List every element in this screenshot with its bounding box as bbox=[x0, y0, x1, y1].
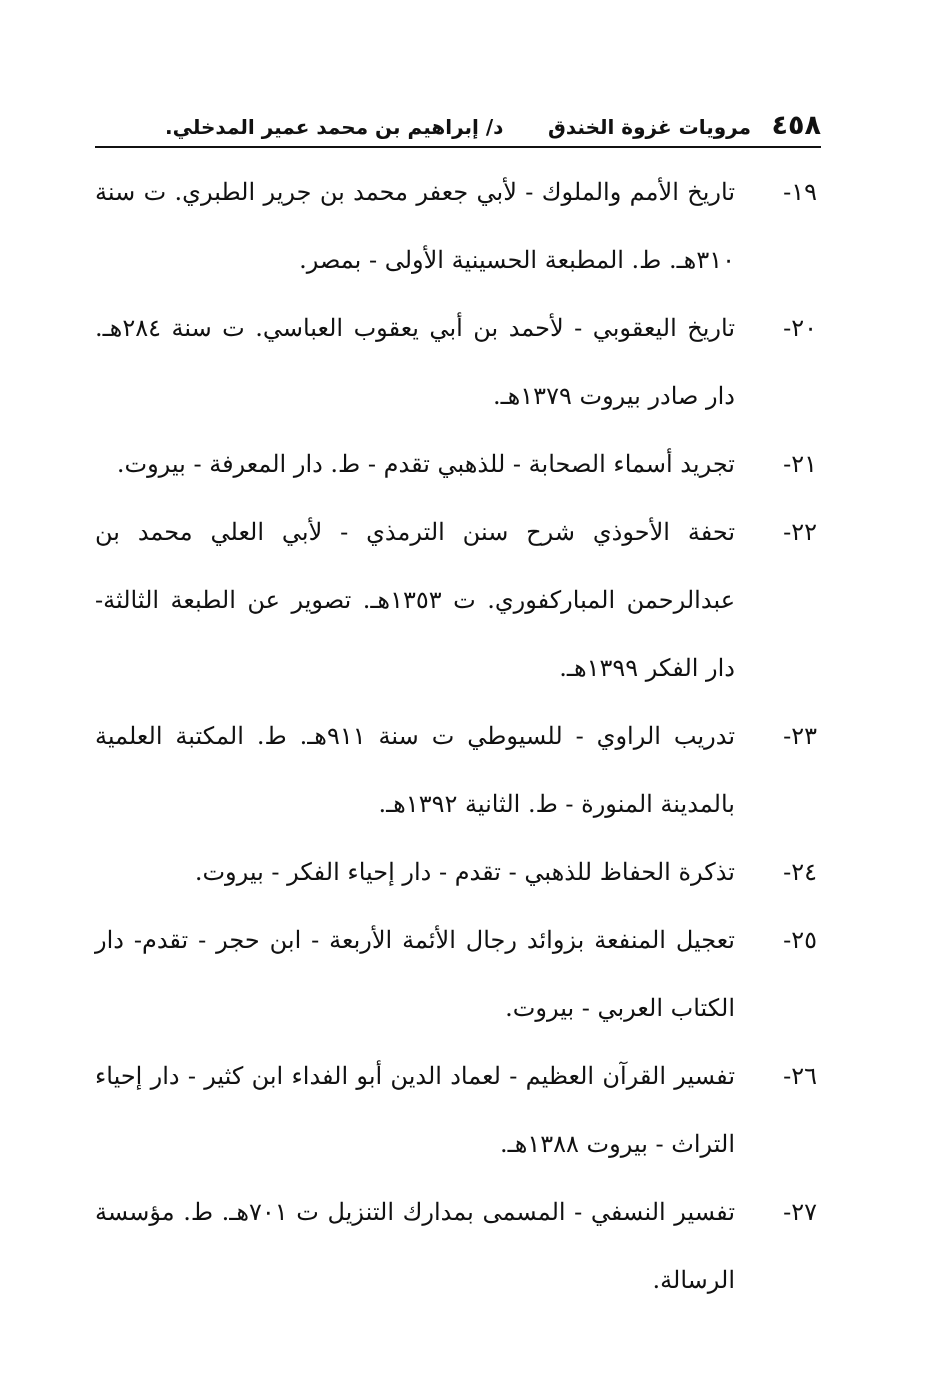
entry-text: تدريب الراوي - للسيوطي ت سنة ٩١١هـ. ط. المكتبة العلمية بالمدينة المنورة - ط. الثانية ١٣٩٢هـ. bbox=[95, 722, 735, 818]
entry-number: ٢١- bbox=[783, 450, 817, 478]
entry-text: تحفة الأحوذي شرح سنن الترمذي - لأبي العلي محمد بن عبدالرحمن المباركفوري. ت ١٣٥٣هـ. تصوير عن الطبعة الثالثة- دار الفكر ١٣٩٩هـ. bbox=[95, 518, 736, 682]
entry-text: تاريخ الأمم والملوك - لأبي جعفر محمد بن جرير الطبري. ت سنة ٣١٠هـ. ط. المطبعة الحسينية الأولى - بمصر. bbox=[95, 178, 735, 274]
page-number: ٤٥٨ bbox=[771, 110, 821, 141]
entry-number: ٢٠- bbox=[783, 314, 817, 342]
bibliography-entry-24 bbox=[95, 838, 817, 906]
entry-text: تاريخ اليعقوبي - لأحمد بن أبي يعقوب العباسي. ت سنة ٢٨٤هـ. دار صادر بيروت ١٣٧٩هـ. bbox=[95, 314, 735, 410]
entry-text: تجريد أسماء الصحابة - للذهبي تقدم - ط. دار المعرفة - بيروت. bbox=[116, 450, 735, 478]
bibliography-entry-20 bbox=[95, 294, 817, 430]
entry-text: تفسير النسفي - المسمى بمدارك التنزيل ت ٧٠١هـ. ط. مؤسسة الرسالة. bbox=[95, 1198, 735, 1294]
bibliography-entry-26 bbox=[95, 1042, 817, 1178]
bibliography-entry-22 bbox=[95, 498, 817, 702]
entry-number: ٢٤- bbox=[783, 858, 817, 886]
entry-text: تذكرة الحفاظ للذهبي - تقدم - دار إحياء الفكر - بيروت. bbox=[194, 858, 735, 886]
running-header bbox=[95, 108, 821, 148]
entry-number: ٢٧- bbox=[783, 1198, 817, 1226]
bibliography-list bbox=[95, 158, 817, 1314]
entry-number: ٢٣- bbox=[783, 722, 817, 750]
entry-number: ٢٢- bbox=[783, 518, 817, 546]
entry-number: ٢٦- bbox=[783, 1062, 817, 1090]
author-name: د/ إبراهيم بن محمد عمير المدخلي. bbox=[165, 115, 504, 139]
bibliography-entry-27 bbox=[95, 1178, 817, 1314]
entry-text: تفسير القرآن العظيم - لعماد الدين أبو الفداء ابن كثير - دار إحياء التراث - بيروت ١٣٨٨هـ. bbox=[95, 1062, 735, 1158]
book-title: مرويات غزوة الخندق bbox=[547, 115, 751, 139]
bibliography-entry-21 bbox=[95, 430, 817, 498]
bibliography-entry-23 bbox=[95, 702, 817, 838]
bibliography-entry-19 bbox=[95, 158, 817, 294]
entry-number: ١٩- bbox=[783, 178, 817, 206]
entry-text: تعجيل المنفعة بزوائد رجال الأئمة الأربعة - ابن حجر - تقدم- دار الكتاب العربي - بيروت. bbox=[95, 926, 735, 1022]
bibliography-entry-25 bbox=[95, 906, 817, 1042]
entry-number: ٢٥- bbox=[783, 926, 817, 954]
